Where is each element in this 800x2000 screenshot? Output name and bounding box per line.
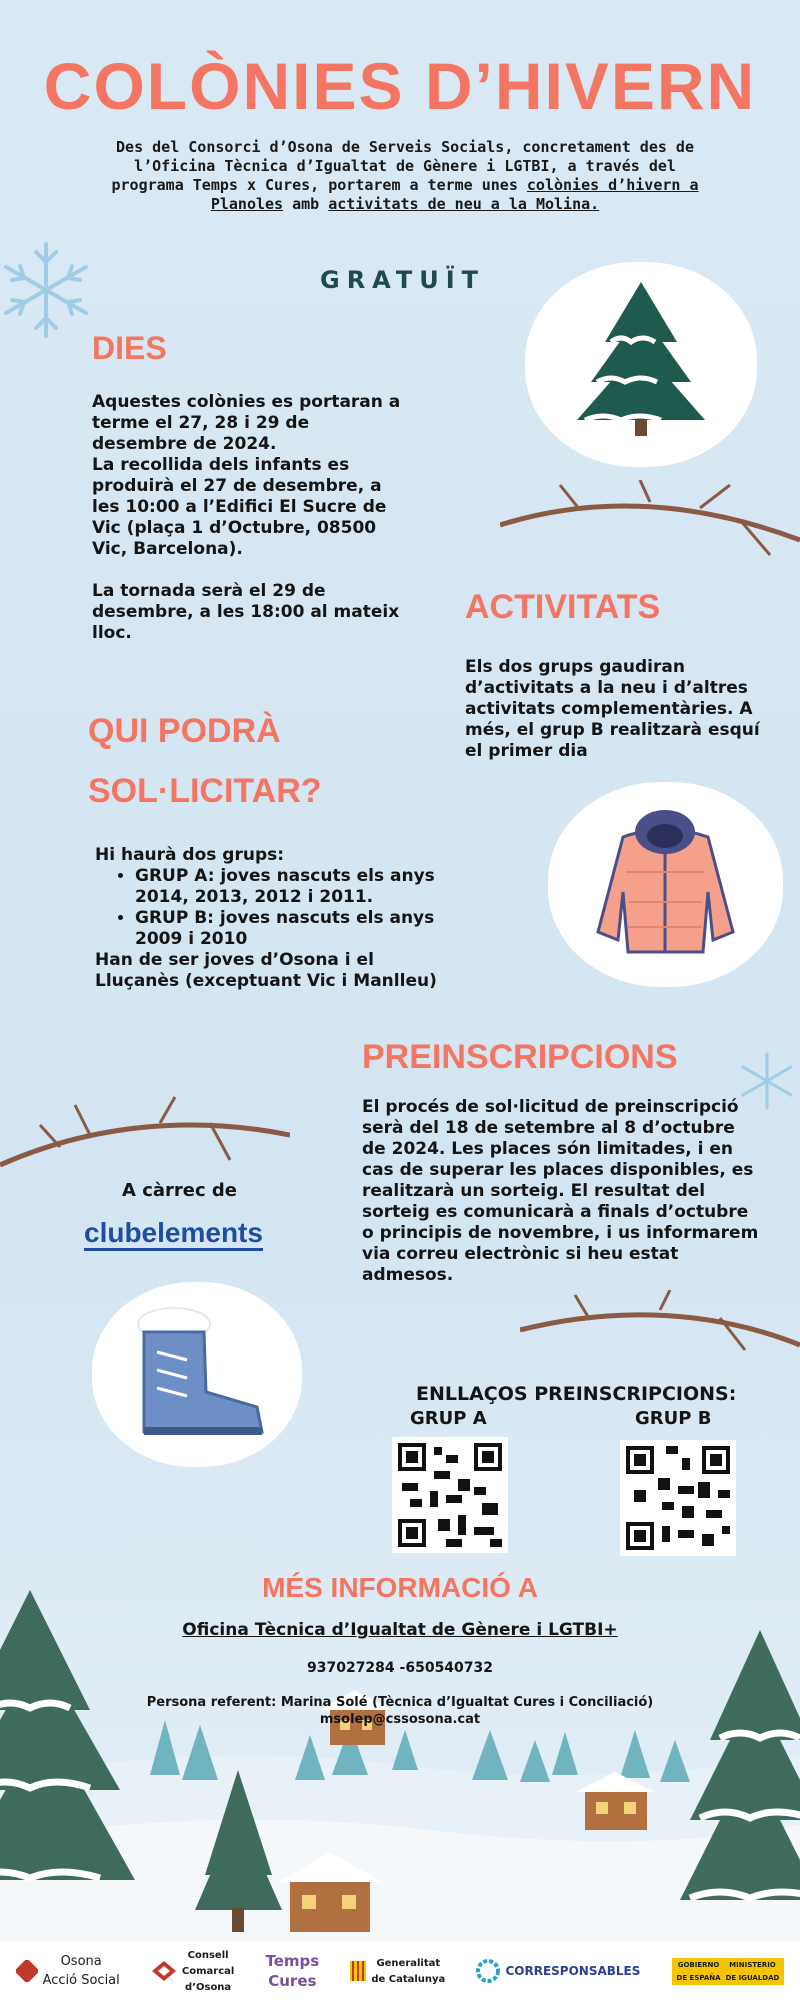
snowflake-icon [738, 1050, 796, 1112]
jacket-illustration [548, 782, 783, 987]
qui-heading-2: SOL·LICITAR? [88, 772, 322, 810]
osona-logo [16, 1955, 120, 1988]
gratuit-label: GRATUÏT [320, 266, 486, 294]
snowflake-icon [0, 238, 92, 342]
intro-main: Des del Consorci d’Osona de Serveis Socials, concretament des de l’Oficina Tècnica d’Igualtat de Gènere i LGTBI, a través del programa Temps x Cures, portarem a terme unes [111, 138, 694, 194]
dies-text [92, 392, 404, 644]
dies-p1: Aquestes colònies es portaran a terme el 27, 28 i 29 de desembre de 2024. [92, 392, 401, 454]
grup-a-label: GRUP A [410, 1408, 487, 1429]
dies-heading: DIES [92, 330, 167, 366]
intro-underlined-2: activitats de neu a la Molina. [328, 195, 600, 213]
consell-icon [151, 1960, 177, 1982]
temps-cures-logo [265, 1951, 320, 1990]
dies-p3: La tornada serà el 29 de desembre, a les 18:00 al mateix lloc. [92, 581, 400, 643]
boot-illustration [92, 1282, 302, 1467]
temps-text-2: Cures [268, 1971, 317, 1990]
temps-text-1: Temps [265, 1951, 320, 1970]
gov-text-2: DE ESPAÑA [676, 1973, 721, 1982]
osona-icon [16, 1960, 38, 1982]
activitats-heading: ACTIVITATS [465, 588, 661, 626]
qui-text [95, 845, 460, 992]
intro-text [100, 138, 710, 214]
osona-text-2: Acció Social [42, 1972, 120, 1988]
snowy-landscape [0, 1590, 800, 1945]
info-phones: 937027284 -650540732 [306, 1660, 494, 1676]
consell-logo [151, 1950, 234, 1993]
qui-outro: Han de ser joves d’Osona i el Lluçanès (exceptuant Vic i Manlleu) [95, 950, 437, 991]
info-heading: MÉS INFORMACIÓ A [262, 1572, 538, 1603]
corresponsables-logo [476, 1959, 640, 1983]
list-item: • GRUP A: joves nascuts els anys 2014, 2013, 2012 i 2011. [135, 866, 460, 908]
qr-code-grup-b[interactable] [620, 1440, 736, 1556]
info-email: msolep@cssosona.cat [319, 1712, 481, 1727]
gen-text-1: Generalitat [376, 1957, 441, 1969]
dies-p2: La recollida dels infants es produirà el 27 de desembre, a les 10:00 a l’Edifici El Sucre de Vic (plaça 1 d’Octubre, 08500 Vic, Barcelona). [92, 455, 387, 559]
carrec-label: A càrrec de [122, 1180, 238, 1201]
gen-text-2: de Catalunya [371, 1973, 446, 1985]
list-item: • GRUP B: joves nascuts els anys 2009 i 2010 [135, 908, 460, 950]
consell-text-1: Consell [187, 1949, 229, 1961]
gov-text-1: GOBIERNO [677, 1960, 720, 1969]
qui-intro: Hi haurà dos grups: [95, 845, 285, 865]
osona-text-1: Osona [60, 1953, 102, 1969]
gobierno-logo [672, 1958, 785, 1985]
consell-text-2: Comarcal [181, 1965, 235, 1977]
intro-middle: amb [283, 195, 329, 213]
min-text-2: DE IGUALDAD [725, 1973, 780, 1982]
generalitat-logo [350, 1958, 445, 1985]
tree-illustration [525, 262, 757, 467]
branch-decoration [0, 1095, 290, 1175]
branch-decoration [520, 1290, 800, 1360]
intro-underlined: colònies d’hivern a Planoles [210, 176, 699, 213]
corres-text: CORRESPONSABLES [505, 1964, 641, 1978]
qui-heading-1: QUI PODRÀ [88, 712, 281, 750]
min-text-1: MINISTERIO [729, 1960, 776, 1969]
preinscripcions-text: El procés de sol·licitud de preinscripció serà del 18 de setembre al 8 d’octubre de 2024. Les places són limitades, i en cas de superar les places disponibles, es realitzarà un sorteig. El resultat del sorteig es comunicarà a finals d’octubre o principis de novembre, i us informarem via correu electrònic si heu estat admesos. [362, 1097, 759, 1285]
page-title: COLÒNIES D’HIVERN [43, 49, 757, 123]
senyera-icon [350, 1961, 366, 1981]
branch-decoration [500, 480, 800, 560]
preinscripcions-heading: PREINSCRIPCIONS [362, 1038, 678, 1076]
activitats-text: Els dos grups gaudiran d’activitats a la neu i d’altres activitats complementàries. A més, el grup B realitzarà esquí el primer dia [465, 657, 760, 761]
info-office: Oficina Tècnica d’Igualtat de Gènere i LGTBI+ [182, 1620, 618, 1640]
clubelements-logo: clubelements [84, 1218, 263, 1251]
info-referent: Persona referent: Marina Solé (Tècnica d’Igualtat Cures i Conciliació) [146, 1695, 654, 1710]
enllacos-heading: ENLLAÇOS PREINSCRIPCIONS: [416, 1383, 737, 1405]
consell-text-3: d’Osona [185, 1981, 232, 1993]
corresponsables-icon [476, 1959, 500, 1983]
footer-logos [0, 1942, 800, 2000]
groups-list [95, 866, 460, 950]
qr-code-grup-a[interactable] [392, 1437, 508, 1553]
grup-b-label: GRUP B [635, 1408, 712, 1429]
